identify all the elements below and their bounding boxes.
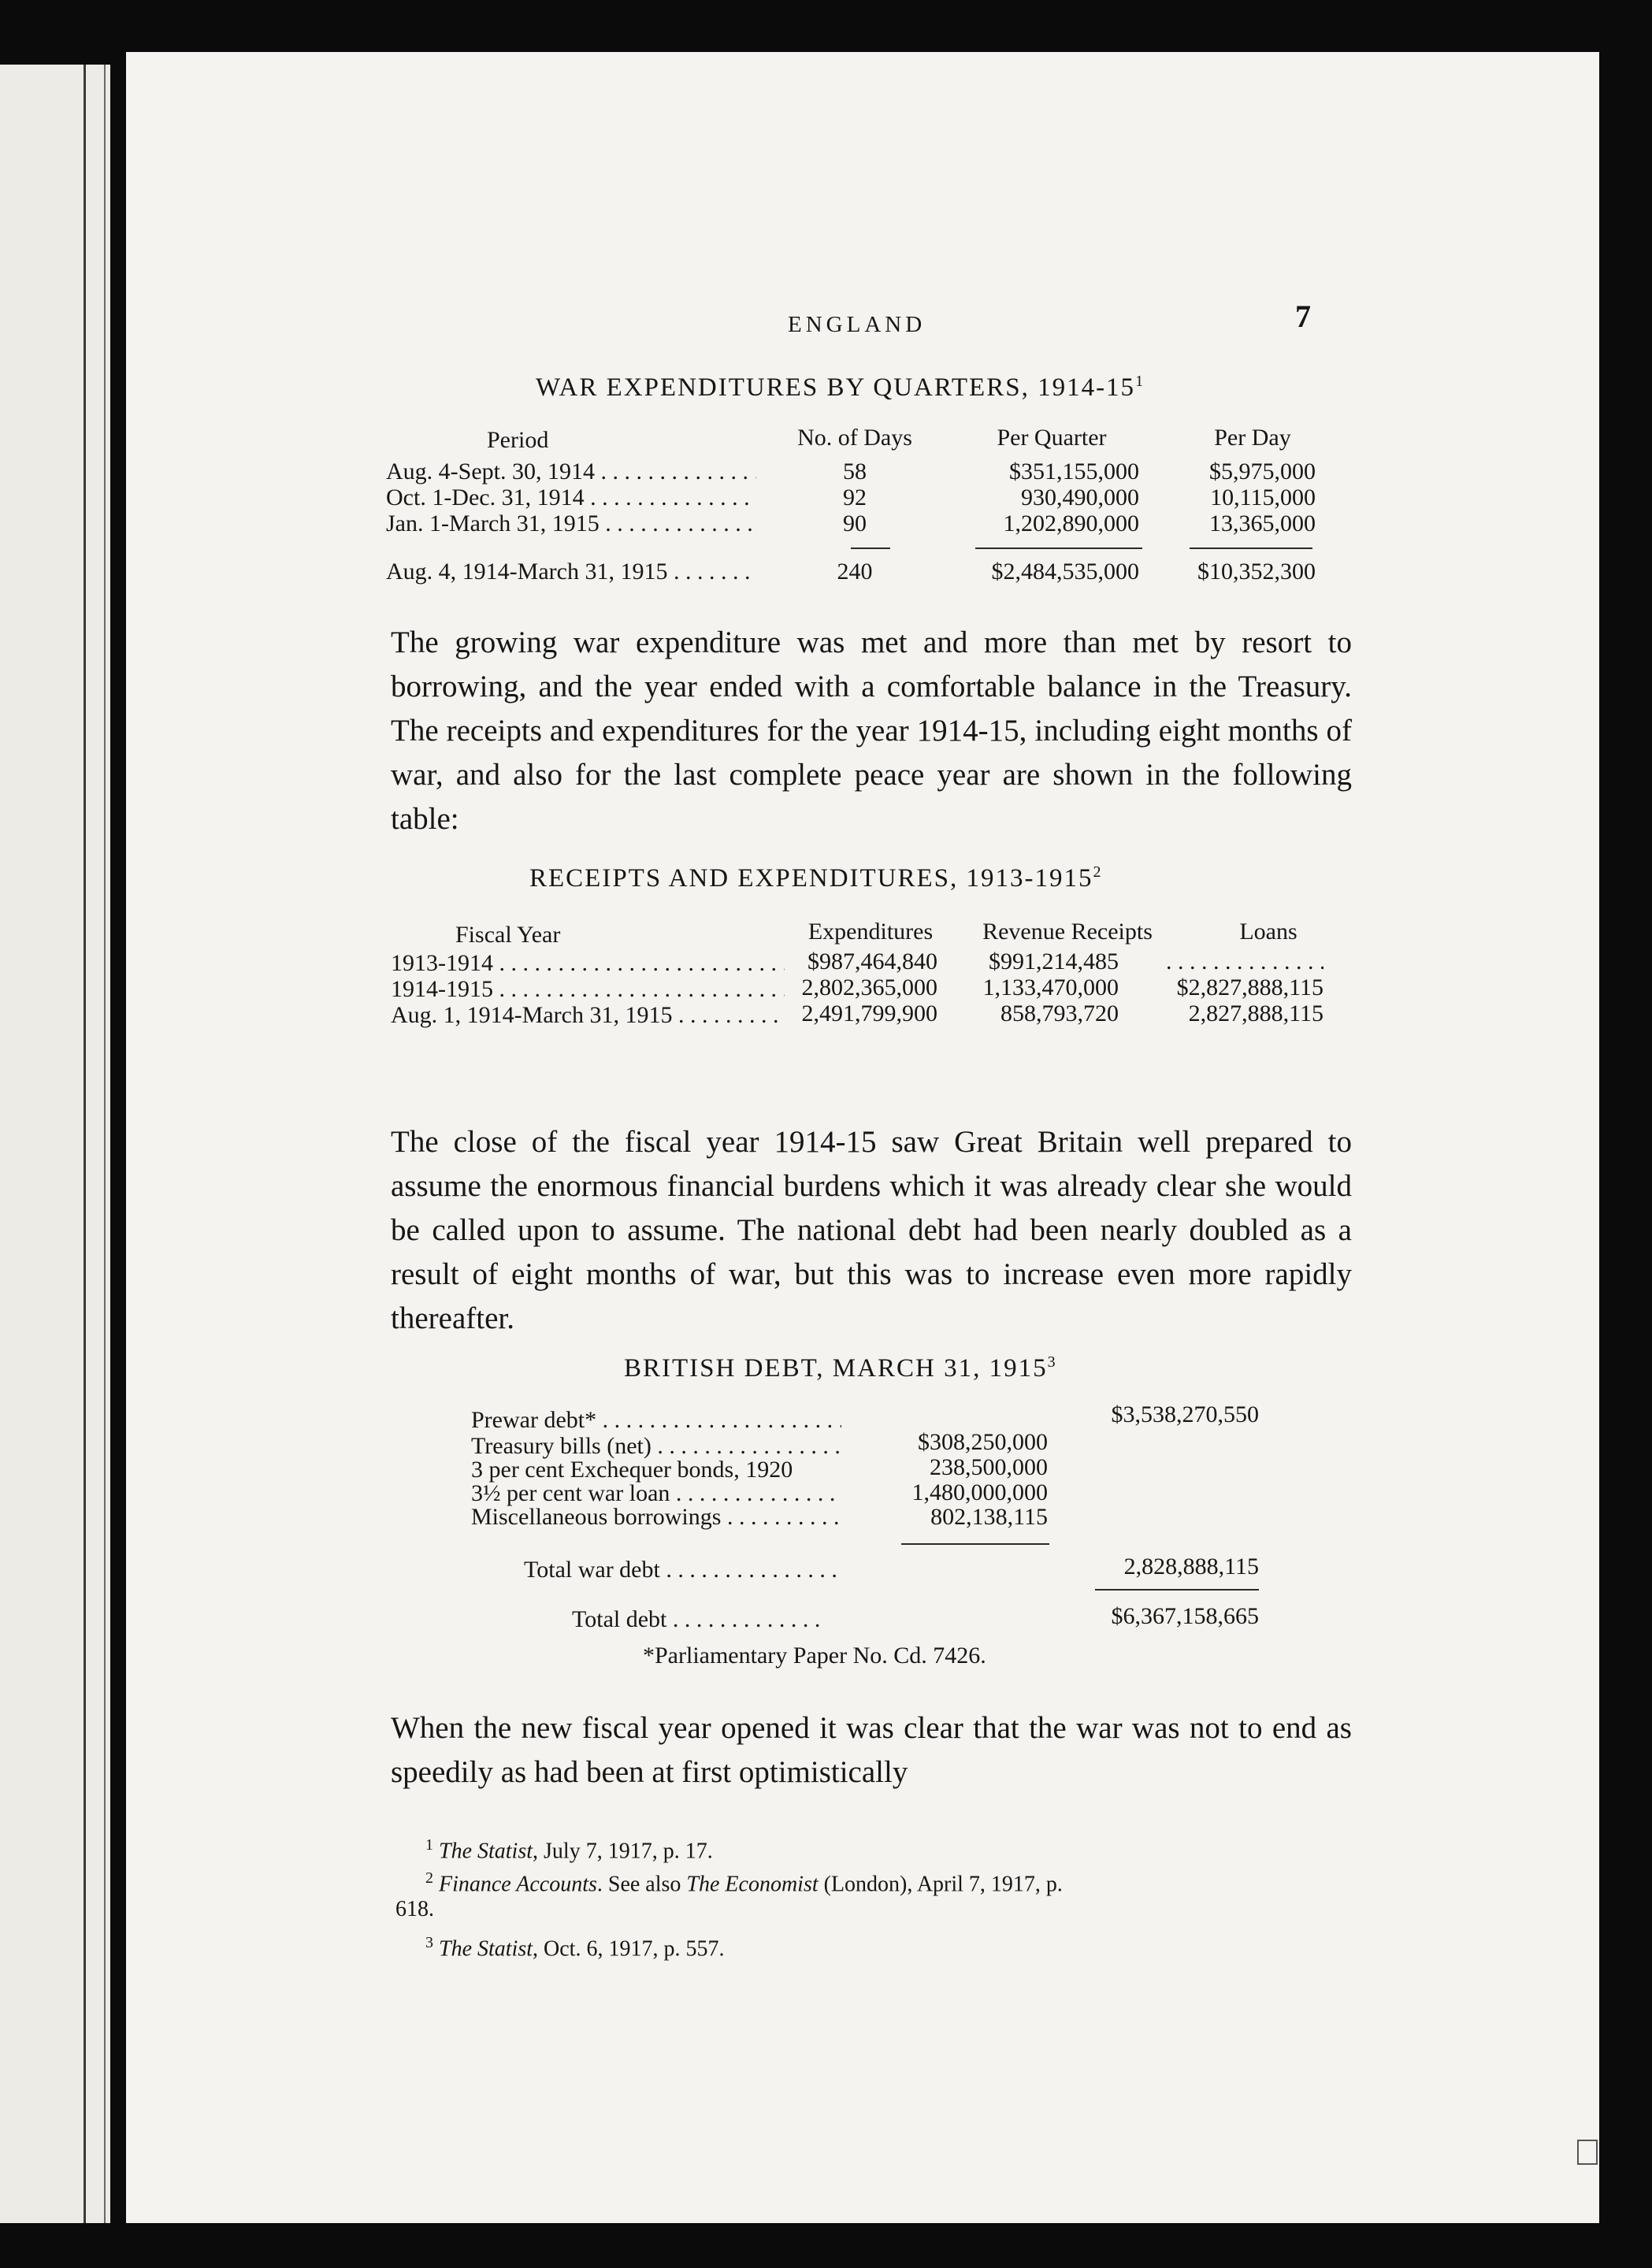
t1-sum-rule <box>1190 548 1312 549</box>
t2-col-revenue: Revenue Receipts <box>982 919 1153 945</box>
t1-period: Oct. 1-Dec. 31, 1914 . . . <box>386 484 756 510</box>
t2-expenditures: 2,802,365,000 <box>801 974 937 1000</box>
t3-total-label: Total debt . . . <box>572 1606 824 1632</box>
t1-total-per-quarter: $2,484,535,000 <box>991 559 1139 585</box>
t1-days: 92 <box>843 484 867 510</box>
t1-col-days: No. of Days <box>797 425 912 451</box>
t2-col-loans: Loans <box>1239 919 1297 945</box>
table2-title: RECEIPTS AND EXPENDITURES, 1913-1915$^2$ <box>529 863 1103 893</box>
t3-total-value: $6,367,158,665 <box>1111 1603 1259 1629</box>
t1-col-period: Period <box>487 427 549 453</box>
t3-prewar-value: $3,538,270,550 <box>1111 1401 1259 1427</box>
t1-total-per-day: $10,352,300 <box>1197 559 1316 585</box>
t3-prewar-label: Prewar debt* . . . <box>471 1407 841 1433</box>
t2-loans <box>1166 948 1323 974</box>
footnote: $^2$ Finance Accounts. See also The Economist (London), April 7, 1917, p. <box>425 1869 1063 1897</box>
t1-col-per-day: Per Day <box>1214 425 1291 451</box>
t2-year: 1913-1914 . . . <box>391 950 785 976</box>
t3-item-label: Treasury bills (net) . . . <box>471 1433 841 1459</box>
t2-year: 1914-1915 . . . <box>391 976 785 1002</box>
t2-revenue: $991,214,485 <box>989 948 1119 974</box>
footnote: $^1$ The Statist, July 7, 1917, p. 17. <box>425 1836 713 1864</box>
t2-revenue: 858,793,720 <box>1000 1000 1119 1026</box>
scan-corner-mark <box>1577 2140 1598 2165</box>
t3-sum-rule <box>901 1543 1049 1545</box>
t2-loans: $2,827,888,115 <box>1176 974 1323 1000</box>
t2-year: Aug. 1, 1914-March 31, 1915 . . . <box>391 1002 785 1028</box>
gutter-line <box>84 65 86 2223</box>
body-paragraph: The growing war expenditure was met and more than met by resort to borrowing, and the year ended with a comfortable balance in the Treasury. The receipts and expenditures for the year 1914-15, including eight months of war, and also for the last complete peace year are shown in the following table: <box>391 625 1352 836</box>
t3-item-value: 238,500,000 <box>930 1454 1048 1480</box>
t3-item-label: Miscellaneous borrowings . . . <box>471 1504 841 1530</box>
t1-per-quarter: $351,155,000 <box>1009 458 1139 484</box>
body-paragraph: The close of the fiscal year 1914-15 saw Great Britain well prepared to assume the enormous financial burdens which it was already clear she would be called upon to assume. The national debt had been nearly doubled as a result of eight months of war, but this was to increase even more rapidly thereafter. <box>391 1125 1352 1335</box>
t3-item-label: 3 per cent Exchequer bonds, 1920 <box>471 1457 793 1483</box>
t1-per-quarter: 1,202,890,000 <box>1003 510 1139 536</box>
table1-title: WAR EXPENDITURES BY QUARTERS, $1914-15^1$ <box>536 373 1145 402</box>
book-page <box>126 52 1599 2223</box>
t1-col-per-quarter: Per Quarter <box>997 425 1107 451</box>
t1-total-period: Aug. 4, 1914-March 31, 1915 . . . <box>386 559 756 585</box>
t1-per-day: $5,975,000 <box>1209 458 1316 484</box>
t2-col-expenditures: Expenditures <box>807 919 934 945</box>
t1-per-day: 10,115,000 <box>1210 484 1316 510</box>
page-number: 7 <box>1295 299 1311 334</box>
footnote: $^3$ The Statist, Oct. 6, 1917, p. 557. <box>425 1934 725 1962</box>
t3-item-value: $308,250,000 <box>918 1429 1048 1455</box>
facing-page-edge <box>0 65 110 2223</box>
t2-expenditures: 2,491,799,900 <box>801 1000 937 1026</box>
t1-period: Jan. 1-March 31, 1915 . . . <box>386 510 756 536</box>
t1-total-days: 240 <box>837 559 873 585</box>
t2-loans: 2,827,888,115 <box>1188 1000 1323 1026</box>
t3-item-value: 1,480,000,000 <box>911 1479 1048 1505</box>
t1-days: 90 <box>843 510 867 536</box>
t1-per-quarter: 930,490,000 <box>1021 484 1139 510</box>
t1-per-day: 13,365,000 <box>1209 510 1316 536</box>
body-paragraph: When the new fiscal year opened it was clear that the war was not to end as speedily as had been at first optimistically <box>391 1711 1352 1789</box>
t3-note: *Parliamentary Paper No. Cd. 7426. <box>643 1643 986 1669</box>
t3-total-war-label: Total war debt . . . <box>524 1557 839 1583</box>
t2-expenditures: $987,464,840 <box>807 948 937 974</box>
t3-item-label: 3½ per cent war loan . . . <box>471 1480 841 1506</box>
t3-total-war-value: 2,828,888,115 <box>1123 1553 1259 1579</box>
footnote-continuation: 618. <box>395 1897 434 1921</box>
t1-period: Aug. 4-Sept. 30, 1914 . . . <box>386 458 756 484</box>
table3-title: BRITISH DEBT, MARCH 31, 1915$^3$ <box>624 1353 1057 1383</box>
t2-col-fiscal-year: Fiscal Year <box>455 922 561 948</box>
t1-sum-rule <box>851 548 890 549</box>
t1-sum-rule <box>975 548 1142 549</box>
t1-days: 58 <box>843 458 867 484</box>
page-edge-line <box>104 65 106 2223</box>
t3-item-value: 802,138,115 <box>930 1504 1048 1530</box>
t2-revenue: 1,133,470,000 <box>982 974 1119 1000</box>
t3-total-rule <box>1095 1589 1259 1591</box>
running-head: ENGLAND <box>788 312 926 337</box>
